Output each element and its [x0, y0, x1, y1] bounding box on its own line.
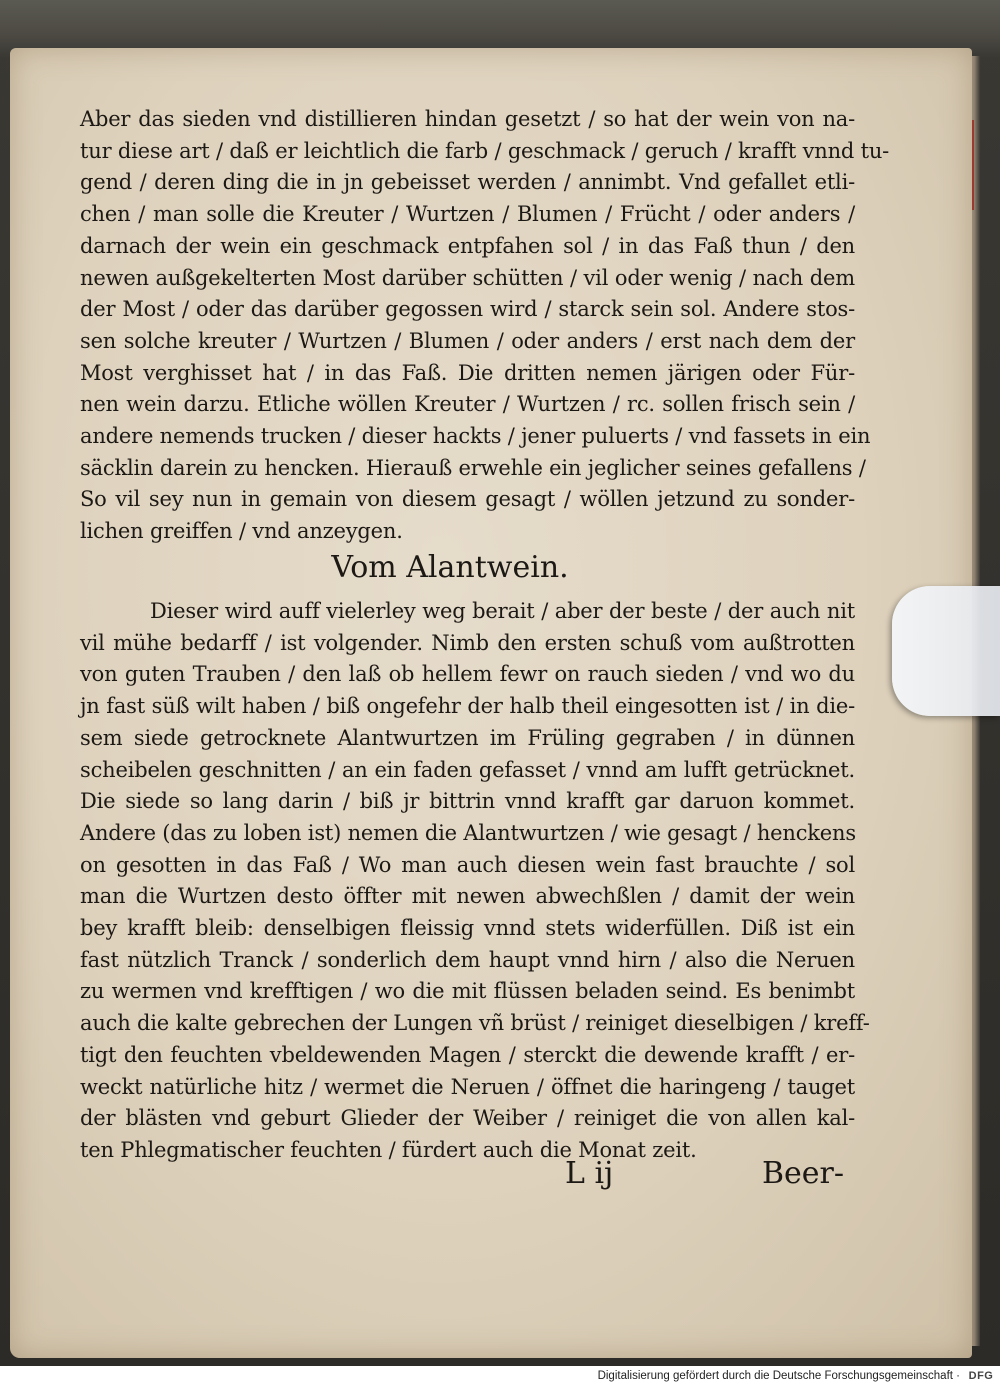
text-line: Aber das sieden vnd distillieren hindan gesetzt / so hat der wein von na- — [80, 107, 855, 131]
section-heading: Vom Alantwein. — [331, 550, 569, 585]
catchword: Beer- — [762, 1156, 845, 1191]
paragraph-1 — [80, 104, 890, 548]
text-line: So vil sey nun in gemain von diesem gesagt / wöllen jetzund zu sonder- — [80, 487, 855, 512]
funding-credit: Digitalisierung gefördert durch die Deutsche Forschungsgemeinschaft · — [597, 1370, 960, 1382]
text-line: man die Wurtzen desto öffter mit newen abwechßlen / damit der wein — [80, 884, 855, 909]
text-line: der Most / oder das darüber gegossen wird / starck sein sol. Andere stos- — [80, 297, 855, 322]
text-line: tigt den feuchten vbeldewenden Magen / sterckt die dewende krafft / er- — [80, 1042, 855, 1067]
text-line: gend / deren ding die in jn gebeisset werden / annimbt. Vnd gefallet etli- — [80, 170, 855, 195]
text-line: Most verghisset hat / in das Faß. Die dritten nemen järigen oder Für- — [80, 360, 855, 385]
text-line: Dieser wird auff vielerley weg berait / aber der beste / der auch nit — [150, 599, 855, 623]
text-line: Andere (das zu loben ist) nemen die Alantwurtzen / wie gesagt / henckens — [80, 820, 856, 845]
text-line: on gesotten in das Faß / Wo man auch diesen wein fast brauchte / sol — [80, 852, 855, 877]
text-line: vil mühe bedarff / ist volgender. Nimb den ersten schuß vom außtrotten — [80, 630, 855, 655]
text-line: säcklin darein zu hencken. Hierauß erwehle ein jeglicher seines gefallens / — [80, 455, 866, 480]
text-line: auch die kalte gebrechen der Lungen vñ brüst / reiniget dieselbigen / kreff- — [80, 1011, 870, 1036]
text-line: bey krafft bleib: denselbigen fleissig vnnd stets widerfüllen. Diß ist ein — [80, 916, 855, 941]
text-line: darnach der wein ein geschmack entpfahen sol / in das Faß thun / den — [80, 233, 855, 258]
text-line: chen / man solle die Kreuter / Wurtzen / Blumen / Frücht / oder anders / — [80, 202, 855, 227]
bookmark-ribbon — [892, 586, 1000, 716]
text-line: Die siede so lang darin / biß jr bittrin vnnd krafft gar daruon kommet. — [80, 789, 855, 814]
paragraph-2 — [80, 596, 870, 1167]
text-line: newen außgekelterten Most darüber schütten / vil oder wenig / nach dem — [80, 265, 855, 290]
text-line: sen solche kreuter / Wurtzen / Blumen / oder anders / erst nach dem der — [80, 328, 855, 353]
text-line: von guten Trauben / den laß ob hellem fewr on rauch sieden / vnd wo du — [80, 662, 855, 687]
text-line: der blästen vnd geburt Glieder der Weiber / reiniget die von allen kal- — [80, 1106, 855, 1131]
signature-mark: L ij — [565, 1156, 614, 1191]
text-line: jn fast süß wilt haben / biß ongefehr der halb theil eingesotten ist / in die- — [80, 694, 855, 719]
text-line: lichen greiffen / vnd anzeygen. — [80, 519, 403, 544]
text-line: nen wein darzu. Etliche wöllen Kreuter / Wurtzen / rc. sollen frisch sein / — [80, 392, 855, 417]
text-line: scheibelen geschnitten / an ein faden gefasset / vnnd am lufft getrücknet. — [80, 757, 855, 782]
dfg-logo: DFG — [968, 1370, 994, 1382]
text-line: zu wermen vnd krefftigen / wo die mit flüssen beladen seind. Es benimbt — [80, 979, 855, 1004]
text-line: sem siede getrocknete Alantwurtzen im Früling gegraben / in dünnen — [80, 725, 855, 750]
text-line: ten Phlegmatischer feuchten / fürdert auch die Monat zeit. — [80, 1137, 697, 1162]
text-line: fast nützlich Tranck / sonderlich dem haupt vnnd hirn / also die Neruen — [80, 947, 855, 972]
text-line: tur diese art / daß er leichtlich die farb / geschmack / geruch / krafft vnnd tu- — [80, 138, 890, 163]
text-line: andere nemends trucken / dieser hackts / jener puluerts / vnd fassets in ein — [80, 424, 871, 449]
page-footer — [0, 1156, 1000, 1196]
text-line: weckt natürliche hitz / wermet die Neruen / öffnet die haringeng / tauget — [80, 1074, 855, 1099]
